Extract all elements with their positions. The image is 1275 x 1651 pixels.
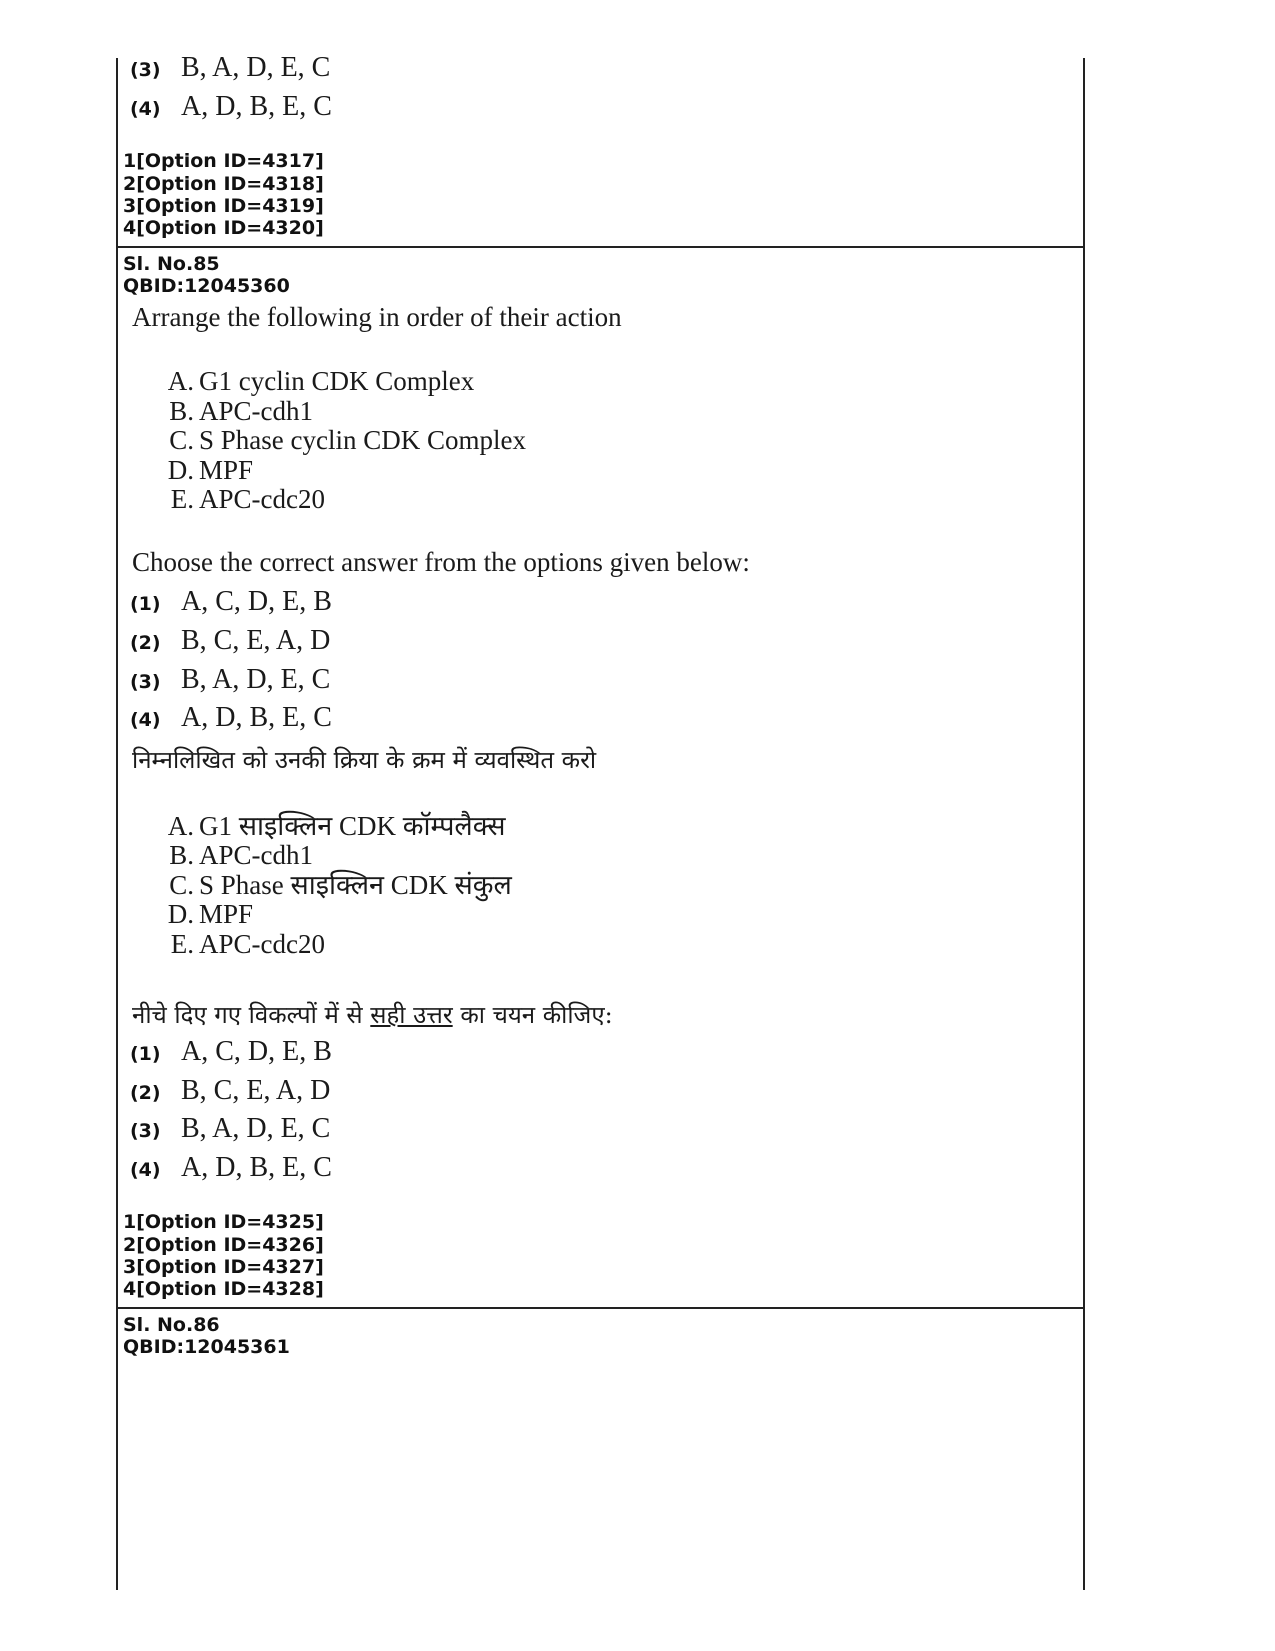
option-row <box>130 1075 330 1115</box>
choose-instruction-hi <box>132 1000 613 1031</box>
item-letter: E. <box>170 929 194 959</box>
option-text: A, D, B, E, C <box>181 1152 332 1183</box>
item-letter: C. <box>169 870 194 900</box>
option-id: 3[Option ID=4319] <box>123 195 324 217</box>
choose-pre-text: नीचे दिए गए विकल्पों में से <box>132 1001 363 1029</box>
option-id: 1[Option ID=4325] <box>123 1211 324 1233</box>
option-text: A, D, B, E, C <box>181 702 332 733</box>
serial-number: Sl. No.85 <box>123 253 220 275</box>
option-number: (3) <box>130 1120 161 1142</box>
option-number: (3) <box>130 59 161 81</box>
item-text: G1 साइक्लिन CDK कॉम्पलैक्स <box>199 811 506 841</box>
option-id: 4[Option ID=4328] <box>123 1278 324 1300</box>
option-row <box>130 1152 332 1192</box>
option-row <box>130 586 332 626</box>
option-id: 2[Option ID=4318] <box>123 173 324 195</box>
item-letter: C. <box>169 425 194 455</box>
option-text: B, A, D, E, C <box>181 664 331 695</box>
list-item <box>160 425 526 456</box>
row-divider <box>116 246 1085 248</box>
list-item <box>160 366 474 397</box>
list-item <box>160 396 313 427</box>
serial-number: Sl. No.86 <box>123 1314 220 1336</box>
option-text: B, C, E, A, D <box>181 1075 331 1106</box>
option-row <box>130 625 330 665</box>
item-text: MPF <box>199 455 254 485</box>
item-letter: D. <box>167 455 194 485</box>
option-number: (1) <box>130 1043 161 1065</box>
option-text: B, A, D, E, C <box>181 52 331 83</box>
item-letter: A. <box>167 811 194 841</box>
option-number: (4) <box>130 98 161 120</box>
list-item <box>160 840 313 871</box>
item-text: APC-cdc20 <box>199 484 325 514</box>
option-number: (2) <box>130 632 161 654</box>
choose-instruction-en: Choose the correct answer from the options given below: <box>132 547 750 577</box>
option-id: 3[Option ID=4327] <box>123 1256 324 1278</box>
option-row <box>130 702 332 742</box>
option-number: (3) <box>130 671 161 693</box>
item-letter: D. <box>167 899 194 929</box>
option-number: (4) <box>130 709 161 731</box>
question-prompt-hi: निम्नलिखित को उनकी क्रिया के क्रम में व्यवस्थित करो <box>132 746 597 774</box>
option-text: A, C, D, E, B <box>181 586 332 617</box>
option-id: 4[Option ID=4320] <box>123 217 324 239</box>
option-row <box>130 1113 330 1153</box>
question-bank-id: QBID:12045360 <box>123 275 290 297</box>
option-row <box>130 664 330 704</box>
choose-underlined-text: सही उत्तर <box>370 1001 453 1029</box>
list-item <box>160 870 512 901</box>
option-row <box>130 1036 332 1076</box>
item-text: S Phase साइक्लिन CDK संकुल <box>199 870 512 900</box>
item-text: G1 cyclin CDK Complex <box>199 366 475 396</box>
item-text: APC-cdc20 <box>199 929 325 959</box>
option-row <box>130 52 330 92</box>
option-number: (4) <box>130 1159 161 1181</box>
question-bank-id: QBID:12045361 <box>123 1336 290 1358</box>
option-id: 1[Option ID=4317] <box>123 150 324 172</box>
list-item <box>160 929 325 960</box>
option-text: B, C, E, A, D <box>181 625 331 656</box>
option-number: (2) <box>130 1082 161 1104</box>
option-id: 2[Option ID=4326] <box>123 1234 324 1256</box>
item-text: APC-cdh1 <box>199 396 313 426</box>
list-item <box>160 899 253 930</box>
item-letter: B. <box>169 396 194 426</box>
option-text: A, D, B, E, C <box>181 91 332 122</box>
question-prompt-en: Arrange the following in order of their action <box>132 302 622 332</box>
item-text: APC-cdh1 <box>199 840 313 870</box>
list-item <box>160 811 506 842</box>
item-letter: B. <box>169 840 194 870</box>
item-text: S Phase cyclin CDK Complex <box>199 425 526 455</box>
option-row <box>130 91 332 131</box>
option-text: B, A, D, E, C <box>181 1113 331 1144</box>
item-text: MPF <box>199 899 254 929</box>
item-letter: E. <box>170 484 194 514</box>
list-item <box>160 455 253 486</box>
choose-post-text: का चयन कीजिए: <box>460 1001 613 1029</box>
item-letter: A. <box>167 366 194 396</box>
option-text: A, C, D, E, B <box>181 1036 332 1067</box>
row-divider <box>116 1307 1085 1309</box>
list-item <box>160 484 325 515</box>
option-number: (1) <box>130 593 161 615</box>
